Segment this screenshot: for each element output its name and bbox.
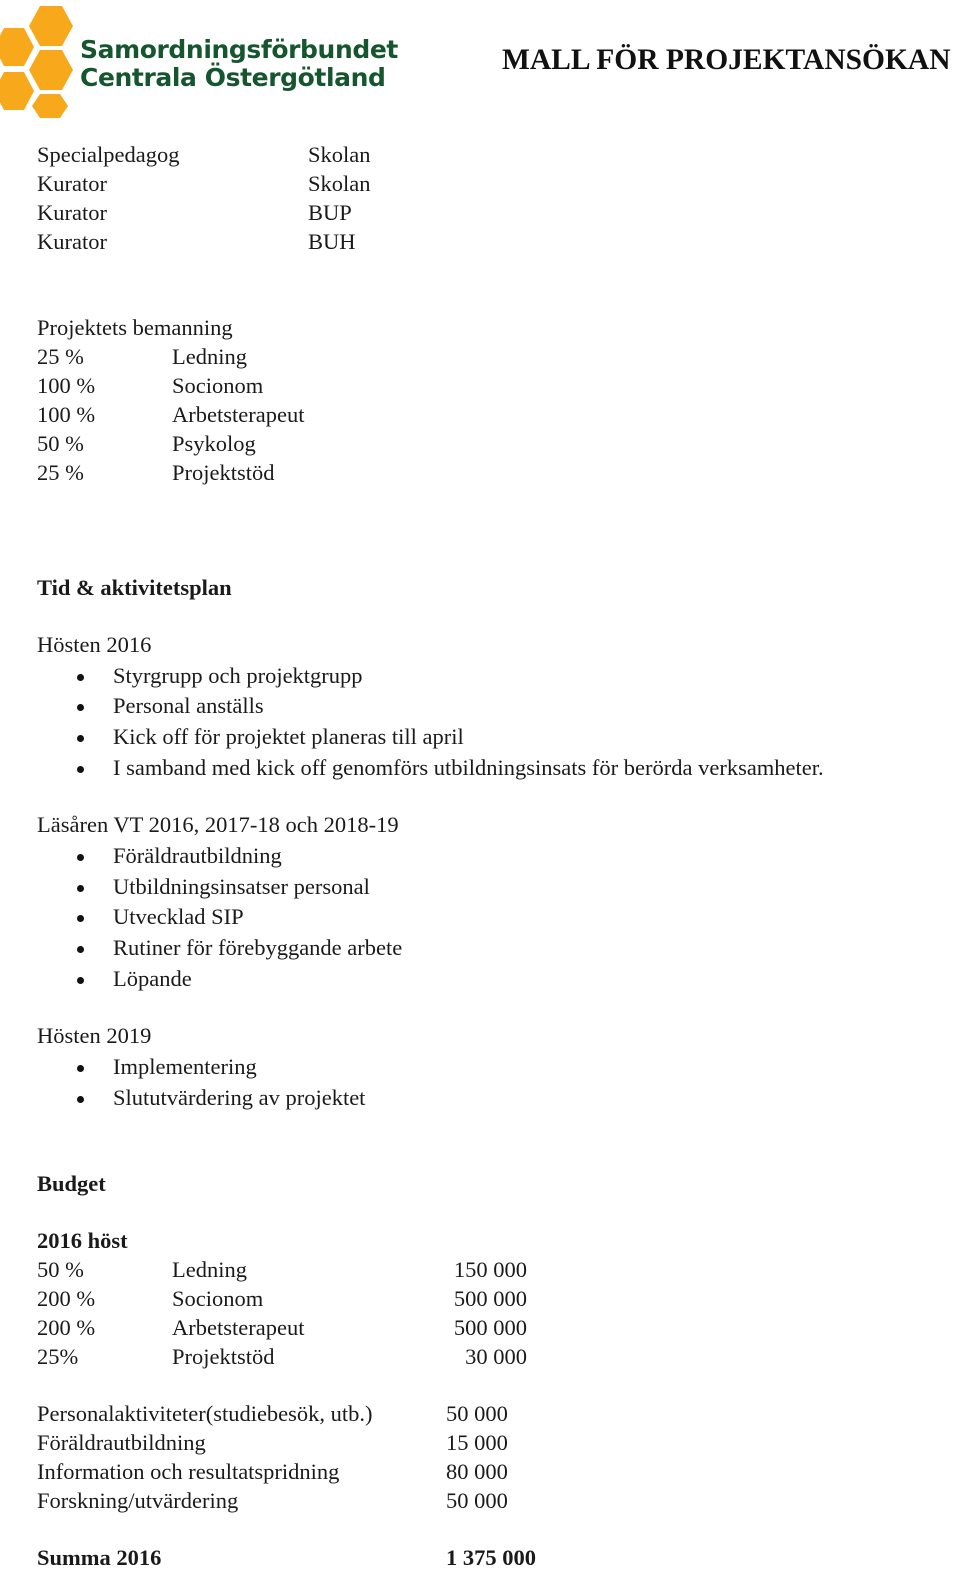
bullet-icon <box>77 854 84 861</box>
list-item-text: Implementering <box>113 1054 257 1079</box>
staffing-role: Arbetsterapeut <box>172 402 305 427</box>
logo-text <box>80 36 398 92</box>
honeycomb-logo-icon <box>0 2 80 120</box>
budget-other-label: Forskning/utvärdering <box>37 1488 239 1513</box>
budget-pct: 200 % <box>37 1286 96 1311</box>
bullet-icon <box>77 674 84 681</box>
staffing-role: Socionom <box>172 373 264 398</box>
budget-year-heading: 2016 höst <box>37 1228 128 1253</box>
bullet-icon <box>77 946 84 953</box>
budget-role: Ledning <box>172 1257 247 1282</box>
list-item-text: Utvecklad SIP <box>113 904 244 929</box>
document-title: MALL FÖR PROJEKTANSÖKAN <box>502 44 951 76</box>
staffing-pct: 25 % <box>37 460 84 485</box>
budget-other-amount: 50 000 <box>446 1488 508 1513</box>
bullet-icon <box>77 977 84 984</box>
budget-pct: 200 % <box>37 1315 96 1340</box>
staffing-role: Projektstöd <box>172 460 275 485</box>
budget-pct: 50 % <box>37 1257 84 1282</box>
budget-other-label: Information och resultatspridning <box>37 1459 340 1484</box>
list-item-text: Utbildningsinsatser personal <box>113 874 370 899</box>
bullet-icon <box>77 704 84 711</box>
staffing-pct: 100 % <box>37 373 96 398</box>
staffing-heading: Projektets bemanning <box>37 315 233 340</box>
budget-sum-amount: 1 375 000 <box>446 1545 536 1570</box>
staff-role: Kurator <box>37 200 107 225</box>
bullet-icon <box>77 735 84 742</box>
logo-line-2: Centrala Östergötland <box>80 63 386 92</box>
list-item-text: Föräldrautbildning <box>113 843 282 868</box>
list-item-text: I samband med kick off genomförs utbildningsinsats för berörda verksamheter. <box>113 755 824 780</box>
period-label: Läsåren VT 2016, 2017-18 och 2018-19 <box>37 812 399 837</box>
budget-other-amount: 50 000 <box>446 1401 508 1426</box>
staffing-role: Ledning <box>172 344 247 369</box>
list-item-text: Löpande <box>113 966 192 991</box>
budget-heading: Budget <box>37 1171 106 1196</box>
staff-role: Kurator <box>37 171 107 196</box>
bullet-icon <box>77 885 84 892</box>
budget-role: Arbetsterapeut <box>172 1315 305 1340</box>
staffing-role: Psykolog <box>172 431 256 456</box>
staffing-pct: 50 % <box>37 431 84 456</box>
budget-sum-label: Summa 2016 <box>37 1545 162 1570</box>
staff-org: Skolan <box>308 171 371 196</box>
bullet-icon <box>77 1096 84 1103</box>
staff-role: Specialpedagog <box>37 142 180 167</box>
budget-amount: 500 000 <box>453 1286 527 1311</box>
bullet-icon <box>77 1065 84 1072</box>
period-label: Hösten 2019 <box>37 1023 152 1048</box>
bullet-icon <box>77 766 84 773</box>
staffing-pct: 25 % <box>37 344 84 369</box>
budget-other-amount: 15 000 <box>446 1430 508 1455</box>
staffing-pct: 100 % <box>37 402 96 427</box>
bullet-icon <box>77 915 84 922</box>
staff-role: Kurator <box>37 229 107 254</box>
budget-amount: 150 000 <box>453 1257 527 1282</box>
plan-heading: Tid & aktivitetsplan <box>37 575 232 600</box>
list-item-text: Slututvärdering av projektet <box>113 1085 366 1110</box>
period-label: Hösten 2016 <box>37 632 152 657</box>
logo-line-1: Samordningsförbundet <box>80 35 398 64</box>
budget-amount: 500 000 <box>453 1315 527 1340</box>
list-item-text: Styrgrupp och projektgrupp <box>113 663 363 688</box>
budget-role: Projektstöd <box>172 1344 275 1369</box>
page-header <box>0 0 960 130</box>
budget-other-label: Personalaktiviteter(studiebesök, utb.) <box>37 1401 373 1426</box>
budget-pct: 25% <box>37 1344 79 1369</box>
list-item-text: Kick off för projektet planeras till april <box>113 724 464 749</box>
budget-other-amount: 80 000 <box>446 1459 508 1484</box>
budget-amount: 30 000 <box>465 1344 527 1369</box>
staff-org: BUH <box>308 229 356 254</box>
organization-logo <box>0 2 400 120</box>
budget-role: Socionom <box>172 1286 264 1311</box>
staff-org: Skolan <box>308 142 371 167</box>
list-item-text: Rutiner för förebyggande arbete <box>113 935 403 960</box>
staff-org: BUP <box>308 200 352 225</box>
list-item-text: Personal anställs <box>113 693 264 718</box>
budget-other-label: Föräldrautbildning <box>37 1430 206 1455</box>
